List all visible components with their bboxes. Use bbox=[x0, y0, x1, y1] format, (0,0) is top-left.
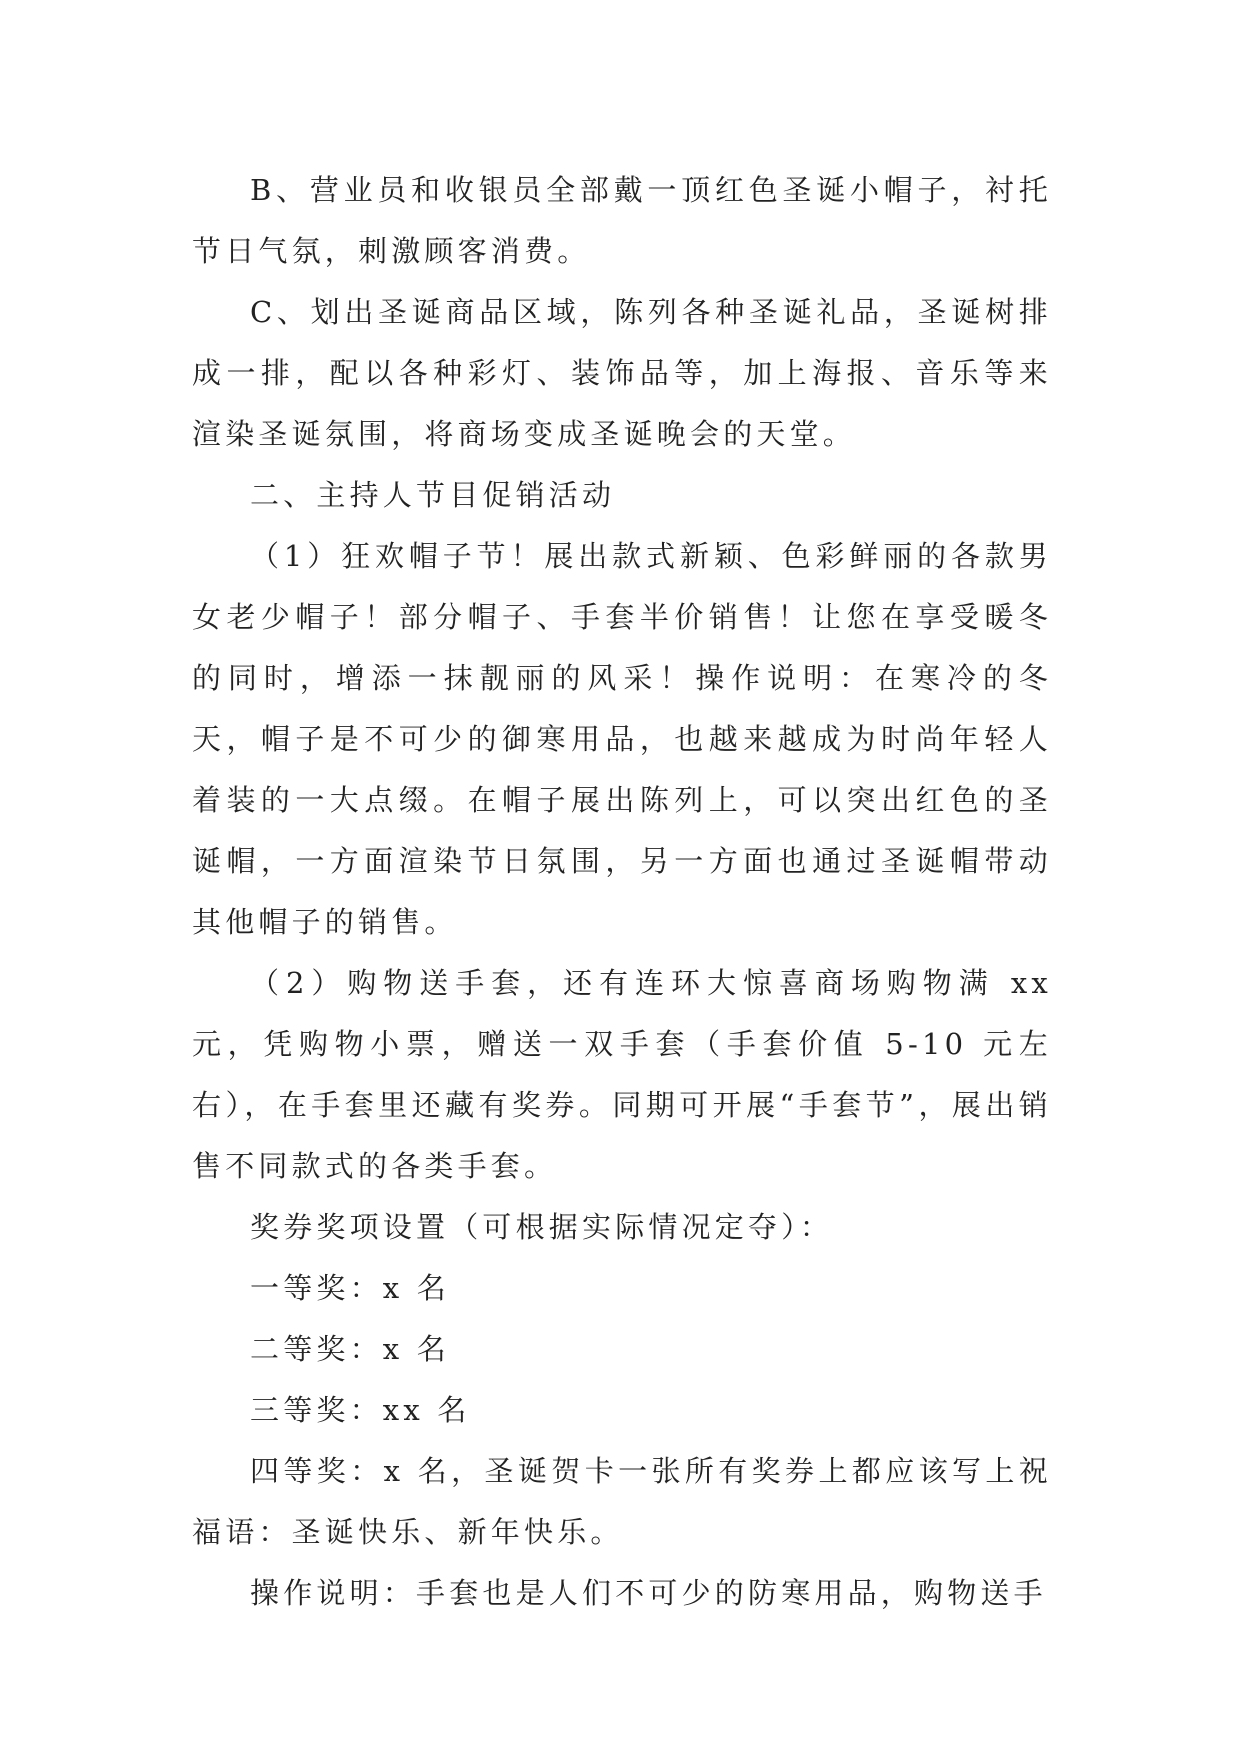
paragraph-hat-festival: （1）狂欢帽子节！展出款式新颖、色彩鲜丽的各款男女老少帽子！部分帽子、手套半价销售！让您在享受暖冬的同时，增添一抹靓丽的风采！操作说明：在寒冷的冬天，帽子是不可少的御寒用品，也越来越成为时尚年轻人着装的一大点缀。在帽子展出陈列上，可以突出红色的圣诞帽，一方面渲染节日氛围，另一方面也通过圣诞帽带动其他帽子的销售。 bbox=[192, 539, 1052, 939]
paragraph-staff-hats: B、营业员和收银员全部戴一顶红色圣诞小帽子，衬托节日气氛，刺激顾客消费。 bbox=[192, 173, 1052, 268]
section-heading-host-promotion: 二、主持人节目促销活动 bbox=[250, 478, 616, 512]
prize-second: 二等奖：x 名 bbox=[250, 1332, 450, 1366]
paragraph-prize-settings: 奖券奖项设置（可根据实际情况定夺）： bbox=[250, 1210, 834, 1244]
paragraph-christmas-area: C、划出圣诞商品区域，陈列各种圣诞礼品，圣诞树排成一排，配以各种彩灯、装饰品等，加上海报、音乐等来渲染圣诞氛围，将商场变成圣诞晚会的天堂。 bbox=[192, 295, 1052, 451]
prize-third: 三等奖：xx 名 bbox=[250, 1393, 471, 1427]
prize-first: 一等奖：x 名 bbox=[250, 1271, 450, 1305]
paragraph-glove-gift: （2）购物送手套，还有连环大惊喜商场购物满 xx 元，凭购物小票，赠送一双手套（手套价值 5-10 元左右），在手套里还藏有奖券。同期可开展“手套节”，展出销售不同款式的各类手套。 bbox=[192, 966, 1052, 1183]
prize-fourth: 四等奖：x 名，圣诞贺卡一张所有奖券上都应该写上祝福语：圣诞快乐、新年快乐。 bbox=[192, 1454, 1052, 1549]
document-body bbox=[192, 160, 1052, 1624]
paragraph-operation-note: 操作说明：手套也是人们不可少的防寒用品，购物送手 bbox=[250, 1576, 1047, 1610]
